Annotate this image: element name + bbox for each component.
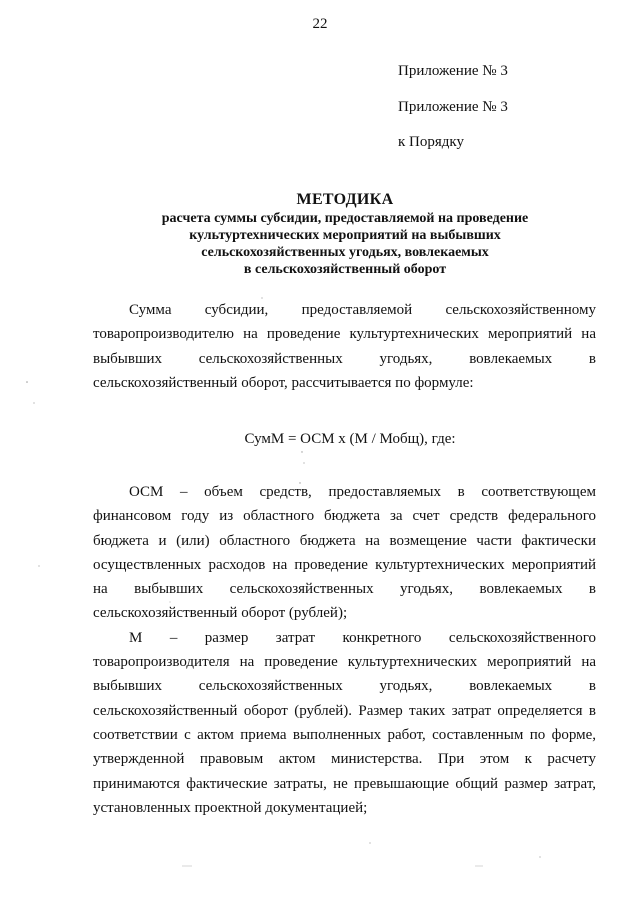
- formula: СумМ = ОСМ x (М / Мобщ), где:: [244, 431, 456, 447]
- page-number: 22: [312, 16, 328, 32]
- document-title: МЕТОДИКА: [296, 191, 394, 208]
- definition-osm: ОСМ – объем средств, предоставляемых в соответствующем финансовом году из областного бюджета за счет средств федерального бюджета и (или) областного бюджета на возмещение части фактически осуществленных расходов на проведение культуртехнических мероприятий на выбывших сельскохозяйственных угодьях, вовлекаемых в сельскохозяйственный оборот (рублей);: [93, 484, 596, 622]
- appendix-label-repeat: Приложение № 3: [398, 99, 508, 115]
- appendix-procedure-ref: к Порядку: [398, 134, 464, 150]
- document-subtitle-line: в сельскохозяйственный оборот: [243, 262, 447, 277]
- document-subtitle-line: культуртехнических мероприятий на выбывших: [189, 228, 501, 243]
- definitions-section: [93, 480, 596, 820]
- definition-m: М – размер затрат конкретного сельскохозяйственного товаропроизводителя на проведение культуртехнических мероприятий на выбывших сельскохозяйственных угодьях, вовлекаемых в сельскохозяйственный оборот (рублей). Размер таких затрат определяется в соответствии с актом приема выполненных работ, составленным по форме, утвержденной правовым актом министерства. При этом к расчету принимаются фактические затраты, не превышающие общий размер затрат, установленных проектной документацией;: [93, 629, 596, 816]
- intro-paragraph: Сумма субсидии, предоставляемой сельскохозяйственному товаропроизводителю на проведение культуртехнических мероприятий на выбывших сельскохозяйственных угодьях, вовлекаемых в сельскохозяйственный оборот, рассчитывается по формуле:: [93, 302, 596, 391]
- document-title-block: [90, 190, 600, 278]
- appendix-label: Приложение № 3: [398, 63, 508, 79]
- document-subtitle-line: расчета суммы субсидии, предоставляемой на проведение: [161, 211, 529, 226]
- document-subtitle-line: сельскохозяйственных угодьях, вовлекаемых: [201, 245, 489, 260]
- intro-section: [93, 298, 596, 395]
